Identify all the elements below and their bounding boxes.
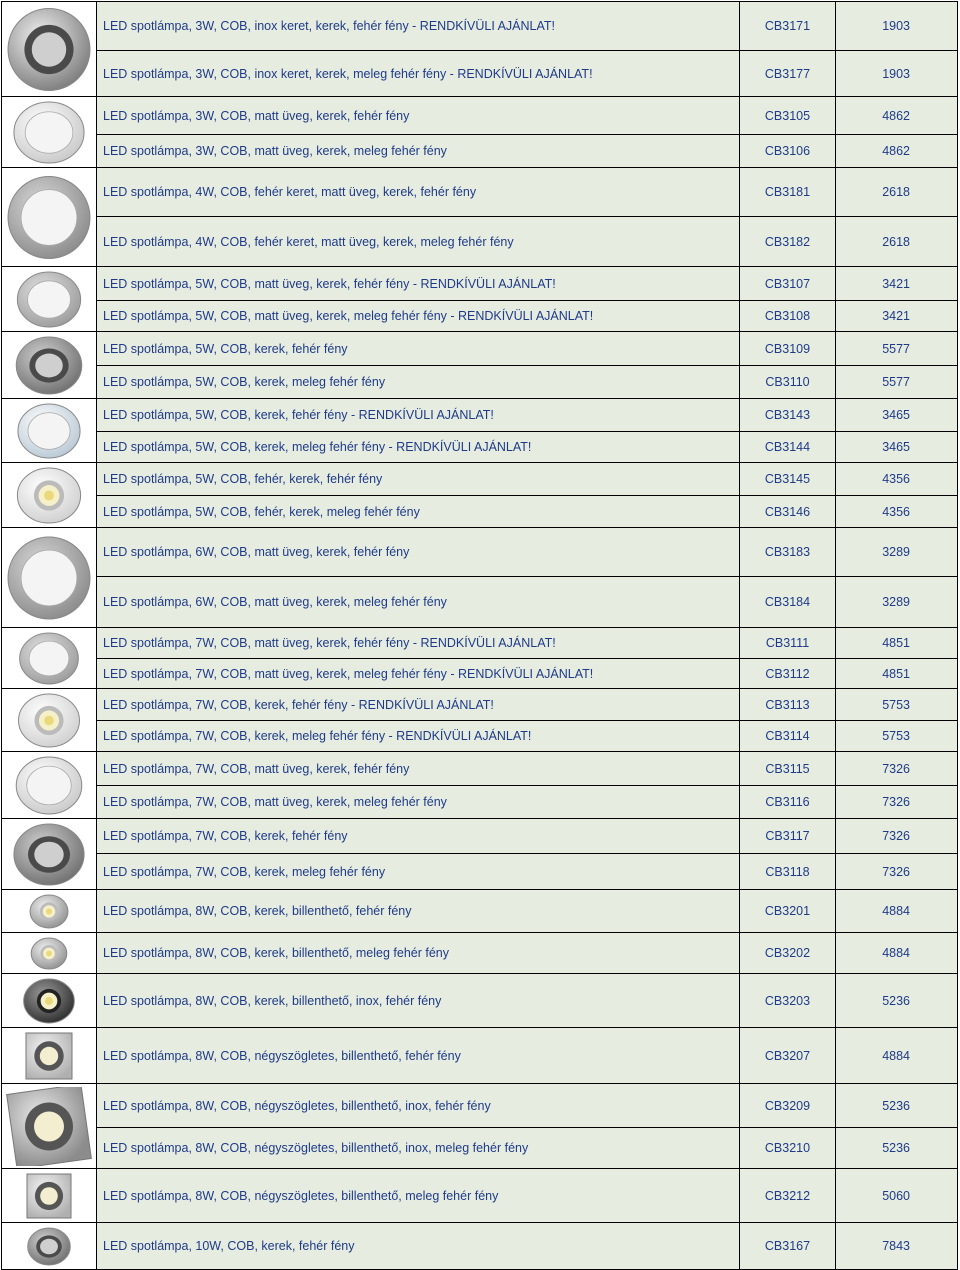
price-cell: 4884 [836,1028,958,1084]
description-cell: LED spotlámpa, 8W, COB, négyszögletes, billenthető, meleg fehér fény [97,1169,740,1223]
table-row [2,301,958,332]
product-code-cell: CB3114 [740,721,836,752]
description-cell: LED spotlámpa, 8W, COB, kerek, billenthető, meleg fehér fény [97,933,740,974]
lamp-photo [6,1031,92,1081]
lamp-photo [6,977,92,1025]
description-cell: LED spotlámpa, 8W, COB, négyszögletes, billenthető, fehér fény [97,1028,740,1084]
price-cell: 5753 [836,689,958,721]
table-row [2,528,958,577]
product-code-cell: CB3107 [740,267,836,301]
product-code-cell: CB3144 [740,432,836,463]
product-code-cell: CB3113 [740,689,836,721]
table-row [2,399,958,432]
description-cell: LED spotlámpa, 5W, COB, kerek, meleg fehér fény [97,366,740,399]
product-image-cell [2,933,97,974]
price-cell: 5060 [836,1169,958,1223]
lamp-photo [6,1226,92,1267]
product-image-cell [2,97,97,168]
product-code-cell: CB3212 [740,1169,836,1223]
table-row [2,168,958,217]
price-cell: 5236 [836,974,958,1028]
product-code-cell: CB3111 [740,628,836,659]
product-code-cell: CB3115 [740,752,836,786]
table-row [2,97,958,135]
price-cell: 7326 [836,854,958,890]
price-cell: 4884 [836,933,958,974]
product-code-cell: CB3117 [740,819,836,854]
table-row [2,51,958,97]
price-cell: 3465 [836,399,958,432]
product-image-cell [2,974,97,1028]
price-cell: 7326 [836,819,958,854]
lamp-photo [6,335,92,396]
lamp-photo [6,5,92,94]
product-code-cell: CB3209 [740,1084,836,1128]
description-cell: LED spotlámpa, 5W, COB, fehér, kerek, meleg fehér fény [97,496,740,528]
lamp-photo [6,466,92,525]
lamp-photo [6,270,92,329]
price-cell: 7326 [836,786,958,819]
description-cell: LED spotlámpa, 5W, COB, matt üveg, kerek, meleg fehér fény - RENDKÍVÜLI AJÁNLAT! [97,301,740,332]
description-cell: LED spotlámpa, 8W, COB, négyszögletes, billenthető, inox, fehér fény [97,1084,740,1128]
table-row [2,890,958,933]
lamp-photo [6,171,92,264]
description-cell: LED spotlámpa, 5W, COB, kerek, fehér fény - RENDKÍVÜLI AJÁNLAT! [97,399,740,432]
table-row [2,1169,958,1223]
lamp-photo [6,531,92,625]
description-cell: LED spotlámpa, 3W, COB, inox keret, kerek, meleg fehér fény - RENDKÍVÜLI AJÁNLAT! [97,51,740,97]
product-code-cell: CB3210 [740,1128,836,1169]
product-image-cell [2,689,97,752]
description-cell: LED spotlámpa, 7W, COB, kerek, fehér fény [97,819,740,854]
product-code-cell: CB3207 [740,1028,836,1084]
price-cell: 3289 [836,528,958,577]
product-code-cell: CB3171 [740,2,836,51]
product-code-cell: CB3118 [740,854,836,890]
product-image-cell [2,168,97,267]
lamp-photo [6,893,92,930]
price-cell: 4862 [836,97,958,135]
price-cell: 5577 [836,366,958,399]
description-cell: LED spotlámpa, 5W, COB, fehér, kerek, fehér fény [97,463,740,496]
description-cell: LED spotlámpa, 7W, COB, kerek, meleg fehér fény [97,854,740,890]
lamp-photo [6,631,92,686]
table-row [2,1028,958,1084]
lamp-photo [6,755,92,816]
product-image-cell [2,267,97,332]
table-row [2,689,958,721]
description-cell: LED spotlámpa, 5W, COB, matt üveg, kerek, fehér fény - RENDKÍVÜLI AJÁNLAT! [97,267,740,301]
product-code-cell: CB3110 [740,366,836,399]
table-row [2,135,958,168]
description-cell: LED spotlámpa, 8W, COB, kerek, billenthető, fehér fény [97,890,740,933]
product-code-cell: CB3105 [740,97,836,135]
table-row [2,933,958,974]
table-row [2,2,958,51]
lamp-photo [6,936,92,971]
product-code-cell: CB3116 [740,786,836,819]
description-cell: LED spotlámpa, 7W, COB, matt üveg, kerek, fehér fény - RENDKÍVÜLI AJÁNLAT! [97,628,740,659]
table-row [2,577,958,628]
price-cell: 5753 [836,721,958,752]
product-image-cell [2,628,97,689]
product-image-cell [2,1084,97,1169]
price-cell: 5236 [836,1084,958,1128]
table-row [2,217,958,267]
price-cell: 1903 [836,51,958,97]
price-cell: 2618 [836,217,958,267]
product-image-cell [2,528,97,628]
table-row [2,496,958,528]
product-code-cell: CB3108 [740,301,836,332]
product-code-cell: CB3167 [740,1223,836,1270]
product-image-cell [2,1169,97,1223]
description-cell: LED spotlámpa, 5W, COB, kerek, meleg fehér fény - RENDKÍVÜLI AJÁNLAT! [97,432,740,463]
product-image-cell [2,819,97,890]
product-code-cell: CB3112 [740,659,836,689]
description-cell: LED spotlámpa, 10W, COB, kerek, fehér fény [97,1223,740,1270]
price-cell: 4851 [836,659,958,689]
table-row [2,854,958,890]
table-row [2,366,958,399]
lamp-photo [6,100,92,165]
table-row [2,752,958,786]
table-row [2,432,958,463]
lamp-photo [6,692,92,749]
table-row [2,1084,958,1128]
description-cell: LED spotlámpa, 7W, COB, matt üveg, kerek, meleg fehér fény [97,786,740,819]
product-price-table [1,1,958,1270]
table-row [2,819,958,854]
description-cell: LED spotlámpa, 4W, COB, fehér keret, matt üveg, kerek, fehér fény [97,168,740,217]
product-image-cell [2,1028,97,1084]
product-code-cell: CB3201 [740,890,836,933]
description-cell: LED spotlámpa, 8W, COB, kerek, billenthető, inox, fehér fény [97,974,740,1028]
price-cell: 3421 [836,267,958,301]
description-cell: LED spotlámpa, 7W, COB, kerek, meleg fehér fény - RENDKÍVÜLI AJÁNLAT! [97,721,740,752]
product-code-cell: CB3184 [740,577,836,628]
description-cell: LED spotlámpa, 8W, COB, négyszögletes, billenthető, inox, meleg fehér fény [97,1128,740,1169]
description-cell: LED spotlámpa, 3W, COB, inox keret, kerek, fehér fény - RENDKÍVÜLI AJÁNLAT! [97,2,740,51]
table-row [2,463,958,496]
table-row [2,1128,958,1169]
description-cell: LED spotlámpa, 6W, COB, matt üveg, kerek, meleg fehér fény [97,577,740,628]
lamp-photo [6,1087,92,1166]
price-cell: 4356 [836,463,958,496]
product-image-cell [2,463,97,528]
description-cell: LED spotlámpa, 7W, COB, matt üveg, kerek, fehér fény [97,752,740,786]
description-cell: LED spotlámpa, 3W, COB, matt üveg, kerek, fehér fény [97,97,740,135]
price-cell: 3289 [836,577,958,628]
price-cell: 2618 [836,168,958,217]
price-cell: 4356 [836,496,958,528]
price-cell: 5236 [836,1128,958,1169]
description-cell: LED spotlámpa, 6W, COB, matt üveg, kerek, fehér fény [97,528,740,577]
description-cell: LED spotlámpa, 7W, COB, kerek, fehér fény - RENDKÍVÜLI AJÁNLAT! [97,689,740,721]
product-image-cell [2,2,97,97]
product-code-cell: CB3145 [740,463,836,496]
product-code-cell: CB3182 [740,217,836,267]
product-code-cell: CB3109 [740,332,836,366]
product-code-cell: CB3203 [740,974,836,1028]
product-code-cell: CB3181 [740,168,836,217]
price-cell: 5577 [836,332,958,366]
table-row [2,332,958,366]
price-cell: 4862 [836,135,958,168]
price-cell: 4884 [836,890,958,933]
description-cell: LED spotlámpa, 7W, COB, matt üveg, kerek, meleg fehér fény - RENDKÍVÜLI AJÁNLAT! [97,659,740,689]
table-row [2,659,958,689]
table-row [2,1223,958,1270]
lamp-photo [6,1172,92,1220]
price-cell: 7843 [836,1223,958,1270]
product-image-cell [2,890,97,933]
table-row [2,786,958,819]
product-code-cell: CB3177 [740,51,836,97]
table-row [2,267,958,301]
product-code-cell: CB3202 [740,933,836,974]
product-code-cell: CB3106 [740,135,836,168]
product-code-cell: CB3183 [740,528,836,577]
price-cell: 3421 [836,301,958,332]
price-cell: 7326 [836,752,958,786]
table-row [2,974,958,1028]
description-cell: LED spotlámpa, 4W, COB, fehér keret, matt üveg, kerek, meleg fehér fény [97,217,740,267]
price-cell: 1903 [836,2,958,51]
product-code-cell: CB3146 [740,496,836,528]
table-row [2,628,958,659]
product-image-cell [2,399,97,463]
table-row [2,721,958,752]
lamp-photo [6,402,92,460]
product-image-cell [2,1223,97,1270]
product-image-cell [2,332,97,399]
description-cell: LED spotlámpa, 5W, COB, kerek, fehér fény [97,332,740,366]
price-cell: 3465 [836,432,958,463]
description-cell: LED spotlámpa, 3W, COB, matt üveg, kerek, meleg fehér fény [97,135,740,168]
price-cell: 4851 [836,628,958,659]
product-image-cell [2,752,97,819]
product-code-cell: CB3143 [740,399,836,432]
lamp-photo [6,822,92,887]
